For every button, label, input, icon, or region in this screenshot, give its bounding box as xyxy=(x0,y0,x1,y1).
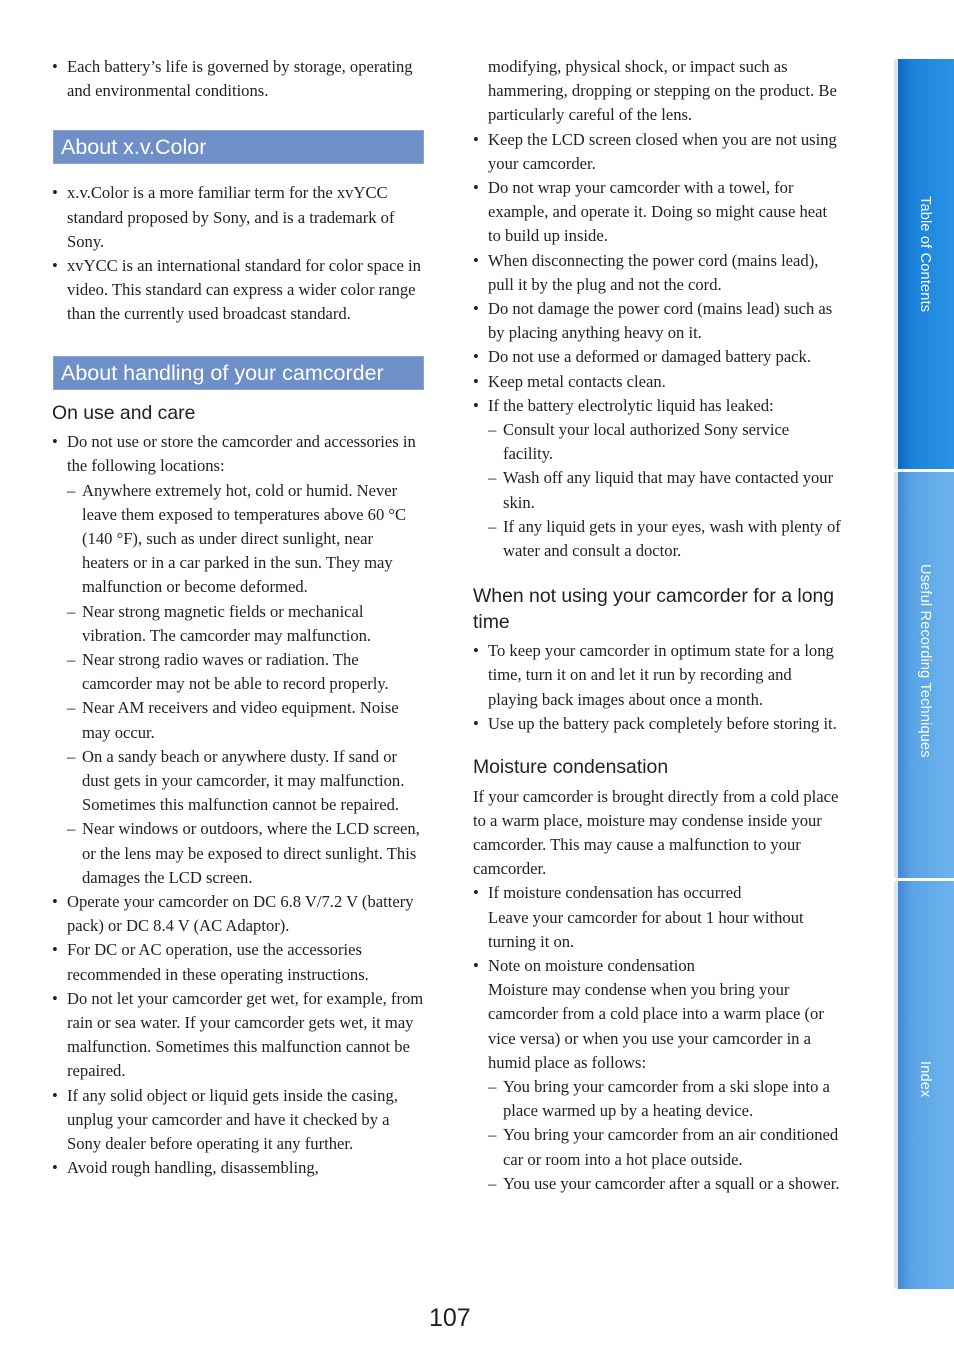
xvcolor-list xyxy=(52,181,424,326)
use-and-care-list xyxy=(52,430,424,1180)
list-item: • Do not use a deformed or damaged battery pack. xyxy=(473,345,843,369)
sub-heading-moisture: Moisture condensation xyxy=(473,756,669,779)
sub-list-item: – On a sandy beach or anywhere dusty. If sand or dust gets in your camcorder, it may malfunction. Sometimes this malfunction cannot be repaired. xyxy=(67,745,424,818)
sub-list-item: – Anywhere extremely hot, cold or humid. Never leave them exposed to temperatures above 60 °C (140 °F), such as under direct sunlight, near heaters or in a car parked in the sun. They may malfunction or become deformed. xyxy=(67,479,424,600)
tab-label: Table of Contents xyxy=(917,196,933,313)
sub-list-item: – Near strong radio waves or radiation. The camcorder may not be able to record properly. xyxy=(67,648,424,696)
section-heading-handling: About handling of your camcorder xyxy=(52,356,424,390)
right-column xyxy=(473,55,843,1196)
sub-list-item: – If any liquid gets in your eyes, wash with plenty of water and consult a doctor. xyxy=(488,515,843,563)
list-item: • Use up the battery pack completely before storing it. xyxy=(473,712,843,736)
intro-list xyxy=(52,55,424,103)
tab-label: Index xyxy=(917,1061,933,1098)
moisture-intro: If your camcorder is brought directly from a cold place to a warm place, moisture may condense inside your camcorder. This may cause a malfunction to your camcorder. xyxy=(473,786,839,879)
sub-heading-long-time: When not using your camcorder for a long time xyxy=(473,585,835,633)
tab-table-of-contents[interactable] xyxy=(894,59,954,469)
list-item: • Operate your camcorder on DC 6.8 V/7.2 V (battery pack) or DC 8.4 V (AC Adaptor). xyxy=(52,890,424,938)
tab-index[interactable] xyxy=(894,881,954,1289)
tab-useful-recording-techniques[interactable] xyxy=(894,472,954,878)
sub-list-item: – You bring your camcorder from a ski slope into a place warmed up by a heating device. xyxy=(488,1075,843,1123)
list-item: • Do not let your camcorder get wet, for example, from rain or sea water. If your camcorder gets wet, it may malfunction. Sometimes this malfunction cannot be repaired. xyxy=(52,987,424,1084)
list-item-title: • Note on moisture condensation xyxy=(488,956,695,975)
list-item: • xvYCC is an international standard for color space in video. This standard can express a wider color range than the currently used broadcast standard. xyxy=(52,254,424,327)
list-item: • Keep the LCD screen closed when you are not using your camcorder. xyxy=(473,128,843,176)
sub-heading-use-and-care: On use and care xyxy=(52,401,196,424)
left-column xyxy=(52,55,424,1180)
list-item: • Avoid rough handling, disassembling, xyxy=(52,1156,424,1180)
moisture-sublist xyxy=(488,1075,843,1196)
list-item-text: Moisture may condense when you bring your camcorder from a cold place into a warm place (or vice versa) or when you use your camcorder in a humid place as follows: xyxy=(488,980,824,1072)
list-item: • Each battery’s life is governed by storage, operating and environmental conditions. xyxy=(52,55,424,103)
sub-list-item: – You bring your camcorder from an air conditioned car or room into a hot place outside. xyxy=(488,1123,843,1171)
list-item: • x.v.Color is a more familiar term for the xvYCC standard proposed by Sony, and is a trademark of Sony. xyxy=(52,181,424,254)
list-item-title: • If moisture condensation has occurred xyxy=(488,883,742,903)
list-item: • To keep your camcorder in optimum state for a long time, turn it on and let it run by recording and playing back images about once a month. xyxy=(473,639,843,712)
list-item: • When disconnecting the power cord (mains lead), pull it by the plug and not the cord. xyxy=(473,249,843,297)
list-item: • Keep metal contacts clean. xyxy=(473,370,843,394)
list-item-text: Leave your camcorder for about 1 hour without turning it on. xyxy=(488,907,804,951)
long-time-list xyxy=(473,639,843,736)
list-item: • Do not damage the power cord (mains lead) such as by placing anything heavy on it. xyxy=(473,297,843,345)
list-item xyxy=(473,881,843,954)
sub-list-item: – Wash off any liquid that may have contacted your skin. xyxy=(488,466,843,514)
list-item xyxy=(473,954,843,1196)
list-item xyxy=(473,394,843,563)
moisture-list xyxy=(473,881,843,1196)
sub-list-item: – Near AM receivers and video equipment. Noise may occur. xyxy=(67,696,424,744)
list-item-text: If the battery electrolytic liquid has leaked: xyxy=(488,395,774,415)
list-item: • For DC or AC operation, use the accessories recommended in these operating instructions. xyxy=(52,938,424,986)
sub-list-item: – Near strong magnetic fields or mechanical vibration. The camcorder may malfunction. xyxy=(67,600,424,648)
handling-list-continued xyxy=(473,128,843,564)
tab-label: Useful Recording Techniques xyxy=(917,564,933,758)
list-item: • If any solid object or liquid gets inside the casing, unplug your camcorder and have it checked by a Sony dealer before operating it any further. xyxy=(52,1084,424,1157)
sub-list-item: – Near windows or outdoors, where the LCD screen, or the lens may be exposed to direct sunlight. This damages the LCD screen. xyxy=(67,817,424,890)
continued-paragraph: modifying, physical shock, or impact such as hammering, dropping or stepping on the product. Be particularly careful of the lens. xyxy=(488,57,837,125)
list-item: • Do not wrap your camcorder with a towel, for example, and operate it. Doing so might cause heat to build up inside. xyxy=(473,176,843,249)
list-item xyxy=(52,430,424,890)
sub-list-item: – You use your camcorder after a squall or a shower. xyxy=(488,1172,843,1196)
list-item-text: Do not use or store the camcorder and accessories in the following locations: xyxy=(67,432,416,476)
locations-sublist xyxy=(67,479,424,890)
section-heading-xvcolor: About x.v.Color xyxy=(52,130,424,164)
sub-list-item: – Consult your local authorized Sony service facility. xyxy=(488,418,843,466)
page-number: 107 xyxy=(429,1304,471,1332)
leak-sublist xyxy=(488,418,843,563)
